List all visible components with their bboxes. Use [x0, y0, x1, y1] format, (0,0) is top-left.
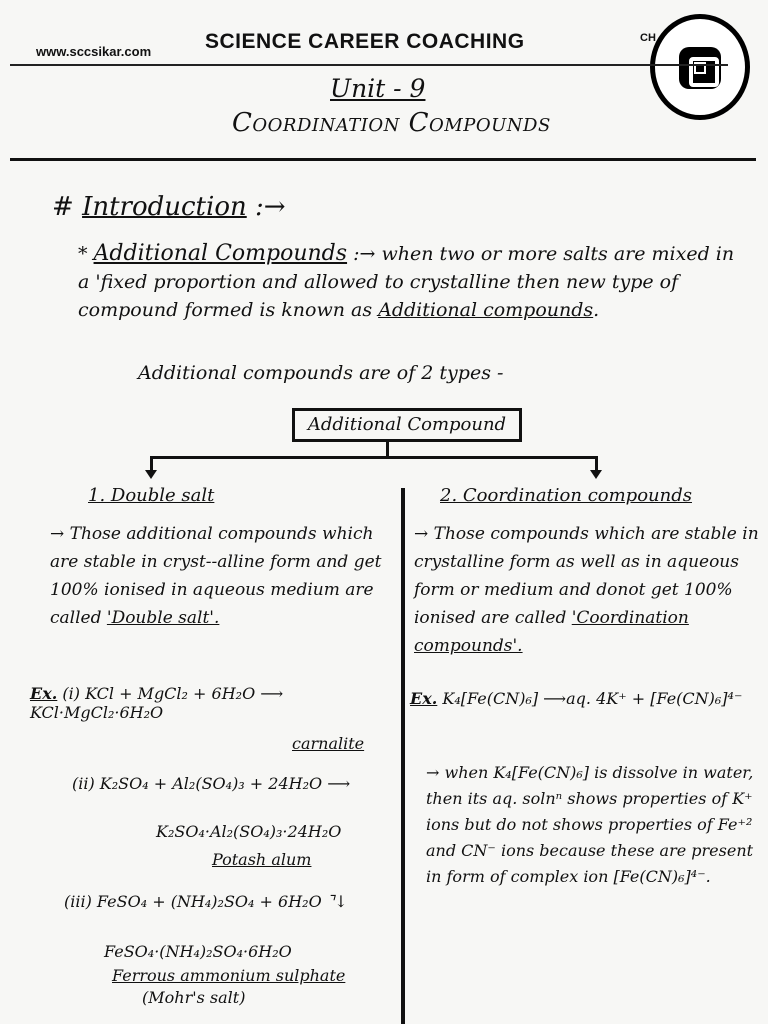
- arrow-down-icon: [145, 470, 157, 479]
- intro-heading: # Introduction :→: [52, 192, 286, 222]
- double-salt-example-2: (ii) K₂SO₄ + Al₂(SO₄)₃ + 24H₂O ⟶: [72, 774, 351, 793]
- brand-title: SCIENCE CAREER COACHING: [205, 30, 525, 53]
- mohr-salt-name: Ferrous ammonium sulphate: [112, 966, 346, 985]
- header-rule: [10, 64, 728, 66]
- page-header: [0, 0, 768, 72]
- tree-root-box: Additional Compound: [292, 408, 522, 442]
- qr-logo-icon: [650, 14, 750, 120]
- mohr-salt-alt-name: (Mohr's salt): [142, 988, 246, 1007]
- site-url: www.sccsikar.com: [36, 44, 152, 59]
- additional-compounds-label: Additional Compounds: [93, 241, 348, 266]
- additional-compounds-definition: * Additional Compounds :→ when two or more salts are mixed in a 'fixed proportion and allowed to crystalline then new type of compound formed is known as Additional compounds.: [78, 241, 735, 321]
- potash-alum-name: Potash alum: [212, 850, 312, 869]
- chapter-label: CH: [640, 32, 656, 44]
- types-line: Additional compounds are of 2 types -: [138, 362, 504, 384]
- tree-bar: [150, 456, 598, 459]
- coordination-column: [414, 482, 760, 660]
- column-divider: [401, 488, 405, 1024]
- carnalite-name: carnalite: [292, 734, 365, 753]
- double-salt-heading: 1. Double salt: [88, 485, 215, 506]
- coordination-heading: 2. Coordination compounds: [440, 485, 692, 506]
- potash-alum-formula: K₂SO₄·Al₂(SO₄)₃·24H₂O: [156, 822, 342, 841]
- double-salt-definition: → Those additional compounds which are stable in cryst--alline form and get 100% ionised in aqueous medium are called 'Double salt'.: [50, 524, 382, 628]
- coordination-example: Ex. K₄[Fe(CN)₆] ⟶aq. 4K⁺ + [Fe(CN)₆]⁴⁻: [410, 689, 743, 708]
- arrow-down-icon: [590, 470, 602, 479]
- double-salt-column: [50, 482, 396, 632]
- double-salt-example-1: Ex. (i) KCl + MgCl₂ + 6H₂O ⟶ KCl·MgCl₂·6H₂O: [30, 684, 284, 722]
- title-rule: [10, 158, 756, 161]
- double-salt-example-3: (iii) FeSO₄ + (NH₄)₂SO₄ + 6H₂O ⌝↓: [64, 892, 348, 911]
- mohr-salt-formula: FeSO₄·(NH₄)₂SO₄·6H₂O: [104, 942, 292, 961]
- coordination-note: → when K₄[Fe(CN)₆] is dissolve in water, then its aq. solnⁿ shows properties of K⁺ ions but do not shows properties of Fe⁺² and CN⁻ ions because these are present in form of complex ion [Fe(CN)₆]⁴⁻.: [426, 763, 754, 886]
- page-title: Coordination Compounds: [232, 108, 551, 138]
- coordination-definition: → Those compounds which are stable in crystalline form as well as in aqueous form or medium and donot get 100% ionised are called 'Coordination compounds'.: [414, 524, 759, 656]
- unit-heading: Unit - 9: [330, 74, 426, 103]
